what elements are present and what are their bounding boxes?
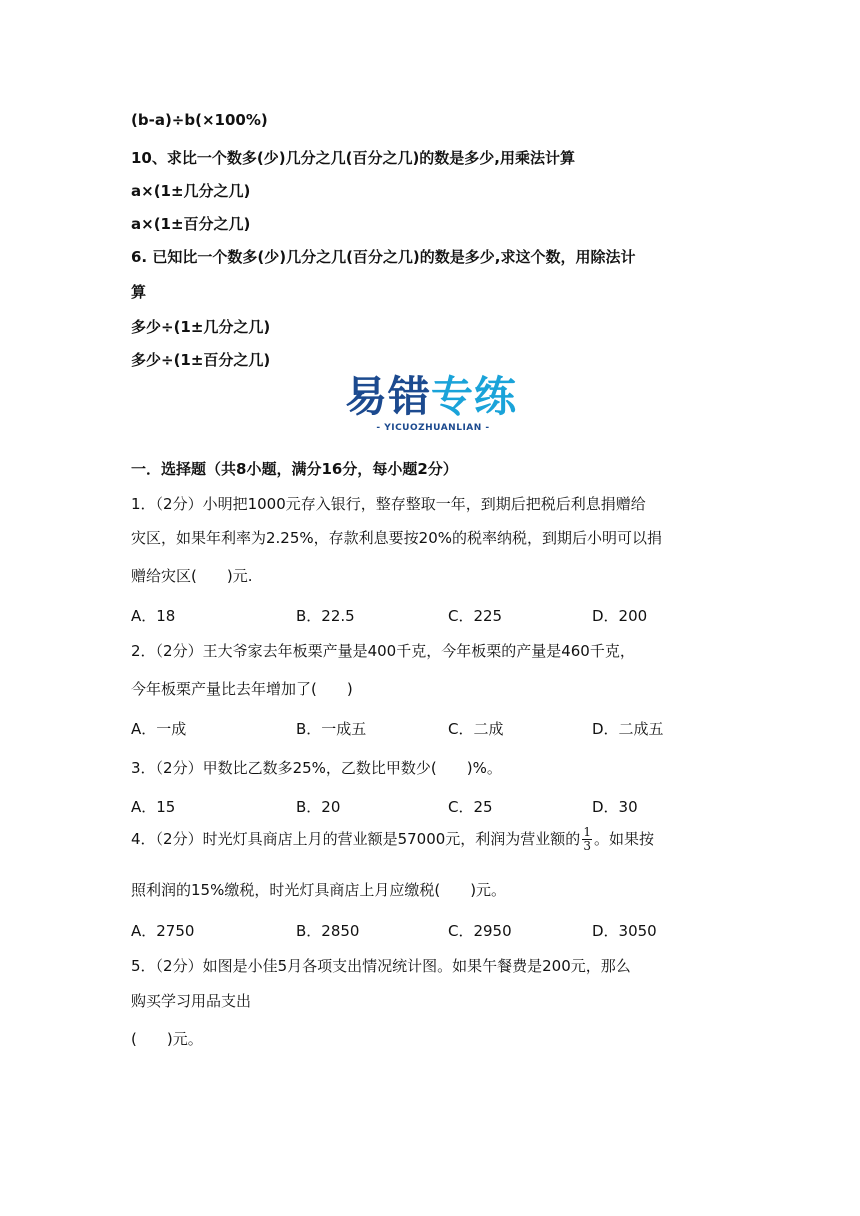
question-5-text: 5．（2分）如图是小佳5月各项支出情况统计图。如果午餐费是200元，那么 (131, 957, 631, 975)
question-4-text (131, 826, 654, 853)
formula-line: 多少÷(1±几分之几) (131, 318, 271, 336)
question-5-text: ( )元。 (131, 1030, 203, 1048)
question-5-text: 购买学习用品支出 (131, 992, 252, 1010)
formula-line: a×(1±几分之几) (131, 182, 251, 200)
question-1-option-d[interactable]: D．200 (592, 607, 648, 625)
question-3-option-a[interactable]: A．15 (131, 798, 176, 816)
fraction-one-third (582, 826, 592, 853)
question-4-text-part: 4．（2分）时光灯具商店上月的营业额是57000元，利润为营业额的 (131, 830, 581, 848)
question-4-option-a[interactable]: A．2750 (131, 922, 195, 940)
question-3-text: 3．（2分）甲数比乙数多25%，乙数比甲数少( )%。 (131, 759, 502, 777)
formula-heading: 10、求比一个数多(少)几分之几(百分之几)的数是多少,用乘法计算 (131, 149, 575, 167)
question-3-option-b[interactable]: B．20 (296, 798, 341, 816)
fraction-denominator: 3 (583, 839, 591, 853)
formula-line: 多少÷(1±百分之几) (131, 351, 271, 369)
section-title: 一．选择题（共8小题，满分16分，每小题2分） (131, 460, 458, 478)
question-2-option-a[interactable]: A．一成 (131, 720, 187, 738)
question-1-option-a[interactable]: A．18 (131, 607, 176, 625)
formula-heading-cont: 算 (131, 283, 147, 301)
formula-line: (b-a)÷b(×100%) (131, 111, 268, 129)
question-1-option-c[interactable]: C．225 (448, 607, 503, 625)
question-1-text: 1．（2分）小明把1000元存入银行，整存整取一年，到期后把税后利息捐赠给 (131, 495, 646, 513)
question-2-text: 今年板栗产量比去年增加了( ) (131, 680, 353, 698)
formula-heading: 6. 已知比一个数多(少)几分之几(百分之几)的数是多少,求这个数，用除法计 (131, 248, 636, 266)
formula-line: a×(1±百分之几) (131, 215, 251, 233)
question-1-text: 灾区，如果年利率为2.25%，存款利息要按20%的税率纳税，到期后小明可以捐 (131, 529, 662, 547)
fraction-numerator: 1 (583, 825, 591, 839)
question-4-option-b[interactable]: B．2850 (296, 922, 360, 940)
question-1-text: 赠给灾区( )元. (131, 567, 253, 585)
question-2-option-b[interactable]: B．一成五 (296, 720, 367, 738)
question-3-option-c[interactable]: C．25 (448, 798, 493, 816)
question-2-text: 2．（2分）王大爷家去年板栗产量是400千克，今年板栗的产量是460千克， (131, 642, 635, 660)
question-4-option-c[interactable]: C．2950 (448, 922, 512, 940)
question-2-option-c[interactable]: C．二成 (448, 720, 504, 738)
logo-subtitle: - YICUOZHUANLIAN - (376, 423, 490, 433)
question-3-option-d[interactable]: D．30 (592, 798, 638, 816)
question-4-option-d[interactable]: D．3050 (592, 922, 657, 940)
yicuo-zhuanlian-logo (333, 371, 533, 441)
question-4-text-part: 。如果按 (593, 830, 654, 848)
question-4-text: 照利润的15%缴税，时光灯具商店上月应缴税( )元。 (131, 881, 507, 899)
question-1-option-b[interactable]: B．22.5 (296, 607, 355, 625)
question-2-option-d[interactable]: D．二成五 (592, 720, 664, 738)
logo-text-part2: 专练 (431, 372, 518, 421)
logo-text-part1: 易错 (344, 372, 431, 421)
